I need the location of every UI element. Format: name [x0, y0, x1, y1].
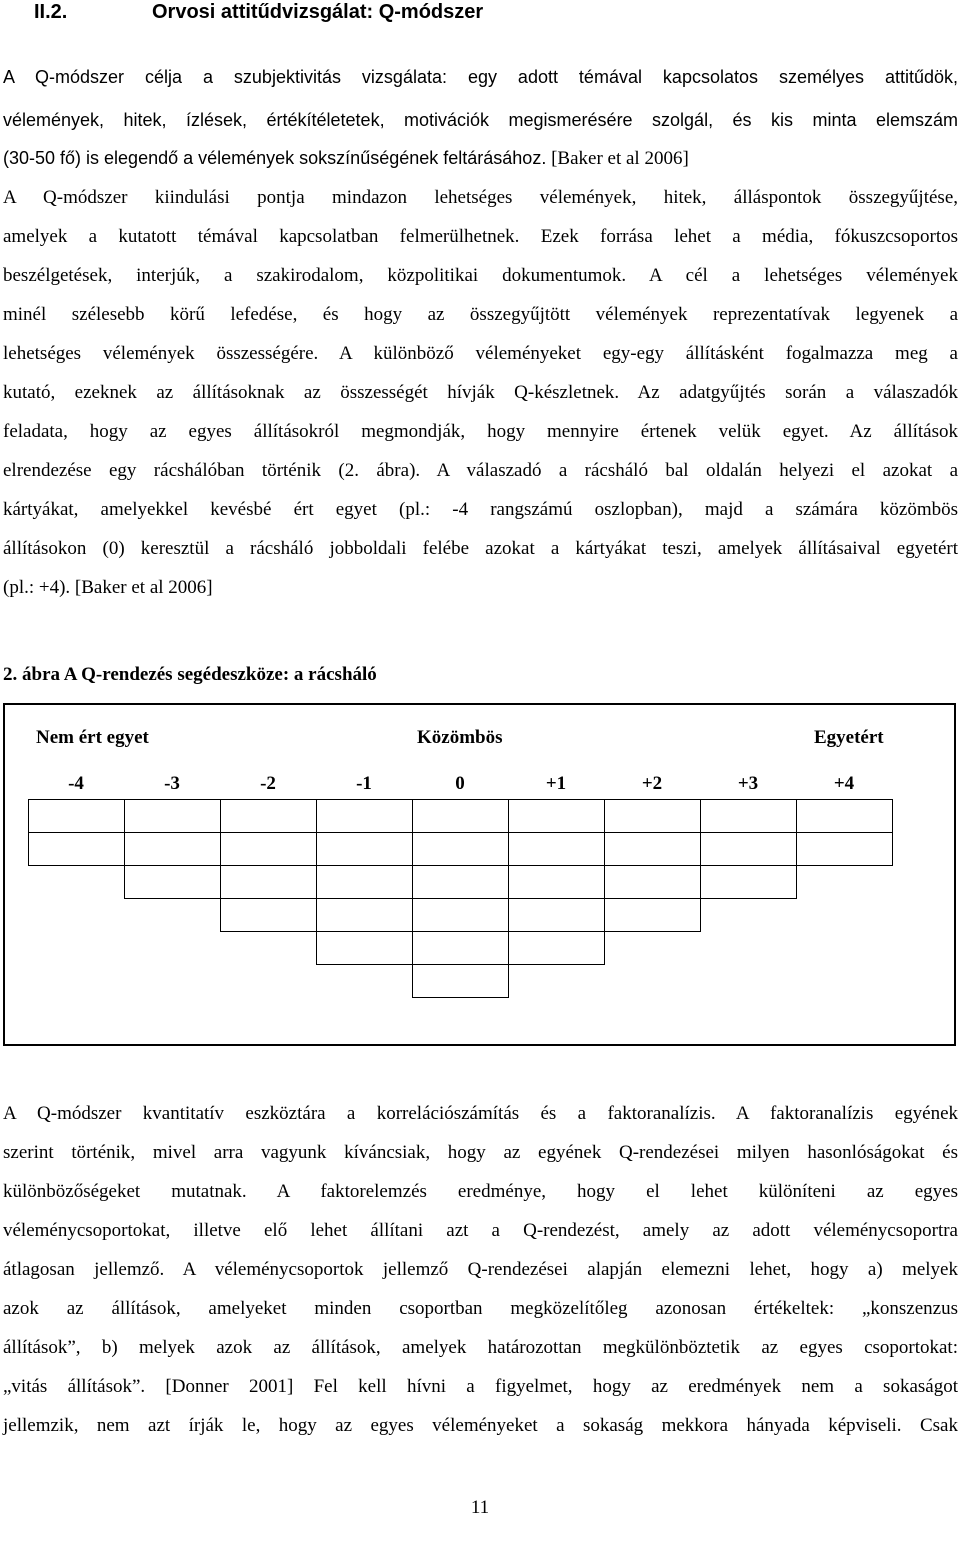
grid-cell [221, 833, 317, 866]
grid-cell [701, 866, 797, 899]
section-heading [0, 0, 960, 26]
grid-cell [701, 800, 797, 833]
grid-cell [317, 866, 413, 899]
column-score: -2 [260, 773, 276, 794]
text-line: elrendezése egy rácshálóban történik (2. ábra). A válaszadó a rácsháló bal oldalán helyezi el azokat a [3, 460, 958, 481]
grid-cell [413, 899, 509, 932]
grid-cell [509, 866, 605, 899]
grid-cell [413, 866, 509, 899]
grid-cell [509, 899, 605, 932]
label-disagree: Nem ért egyet [36, 727, 149, 748]
grid-cell [317, 899, 413, 932]
grid-cell [413, 965, 509, 998]
section-title: Orvosi attitűdvizsgálat: Q-módszer [152, 1, 484, 23]
grid-cell [797, 833, 893, 866]
text-line: állítások”, b) melyek azok az állítások, amelyek határozottan megkülönböztetik az egyes csoportokat: [3, 1337, 958, 1358]
grid-cell [29, 833, 125, 866]
column-score: -4 [68, 773, 84, 794]
text-line: kártyákat, amelyekkel kevésbé ért egyet (pl.: -4 rangszámú oszlopban), majd a számára közömbös [3, 499, 958, 520]
text-line: „vitás állítások”. [Donner 2001] Fel kell hívni a figyelmet, hogy az eredmények nem a sokaságot [3, 1376, 958, 1397]
q-sort-grid [5, 705, 954, 1044]
text-line: A Q-módszer kvantitatív eszköztára a korrelációszámítás és a faktoranalízis. A faktoranalízis egyének [3, 1103, 958, 1124]
column-score: +2 [641, 773, 663, 794]
column-score: +1 [545, 773, 567, 794]
text-line: beszélgetések, interjúk, a szakirodalom, közpolitikai dokumentumok. A cél a lehetséges vélemények [3, 265, 958, 286]
grid-cell [221, 866, 317, 899]
column-score: 0 [455, 773, 465, 794]
text-line [3, 148, 689, 170]
text-line: amelyek a kutatott témával kapcsolatban felmerülhetnek. Ezek forrása lehet a média, fókuszcsoportos [3, 226, 958, 247]
text-line: állításokon (0) keresztül a rácsháló jobboldali felébe azokat a kártyákat teszi, amelyek állításaival egyetért [3, 538, 958, 559]
citation: [Baker et al 2006] [546, 148, 689, 169]
text-line: feladata, hogy az egyes állításokról megmondják, hogy mennyire értenek velük egyet. Az állítások [3, 421, 958, 442]
q-sort-grid-figure [3, 703, 956, 1046]
grid-cell [125, 833, 221, 866]
column-score: +3 [737, 773, 759, 794]
column-score: -1 [356, 773, 372, 794]
grid-cell [605, 899, 701, 932]
grid-cell [509, 833, 605, 866]
grid-cell [701, 833, 797, 866]
grid-cell [605, 833, 701, 866]
grid-cell [509, 800, 605, 833]
grid-cell [413, 800, 509, 833]
label-agree: Egyetért [814, 727, 884, 748]
grid-cell [317, 833, 413, 866]
text-line: minél szélesebb körű lefedése, és hogy az összegyűjtött vélemények reprezentatívak legyenek a [3, 304, 958, 325]
grid-cell [797, 800, 893, 833]
text-line: kutató, ezeknek az állításoknak az összességét hívják Q-készletnek. Az adatgyűjtés során a válaszadók [3, 382, 958, 403]
figure-caption: 2. ábra A Q-rendezés segédeszköze: a rácsháló [3, 664, 377, 685]
text-line: A Q-módszer célja a szubjektivitás vizsgálata: egy adott témával kapcsolatos személyes attitűdök, [3, 67, 958, 87]
grid-cell [221, 800, 317, 833]
grid-cell [125, 866, 221, 899]
text-line: szerint történik, mivel arra vagyunk kíváncsiak, hogy az egyének Q-rendezései milyen hasonlóságokat és [3, 1142, 958, 1163]
grid-cell [413, 932, 509, 965]
grid-cell [317, 800, 413, 833]
grid-cell [221, 899, 317, 932]
grid-cell [413, 833, 509, 866]
text-line: (pl.: +4). [Baker et al 2006] [3, 577, 213, 598]
text-line: A Q-módszer kiindulási pontja mindazon lehetséges vélemények, hitek, álláspontok összegyűjtése, [3, 187, 958, 208]
text-line: véleménycsoportokat, illetve elő lehet állítani azt a Q-rendezést, amely az adott véleménycsoportra [3, 1220, 958, 1241]
column-score: -3 [164, 773, 180, 794]
text-line: azok az állítások, amelyeket minden csoportban megközelítőleg azonosan értékeltek: „konszenzus [3, 1298, 958, 1319]
grid-cell [125, 800, 221, 833]
text-line: vélemények, hitek, ízlések, értékítéletetek, motivációk megismerésére szolgál, és kis minta elemszám [3, 110, 958, 130]
grid-cell [605, 866, 701, 899]
page-number: 11 [470, 1497, 490, 1518]
section-number: II.2. [34, 1, 68, 23]
text-line: különbözőségeket mutatnak. A faktorelemzés eredménye, hogy el lehet különíteni az egyes [3, 1181, 958, 1202]
grid-cell [509, 932, 605, 965]
text-line: jellemzik, nem azt írják le, hogy az egyes véleményeket a sokaság mekkora hányada képviseli. Csak [3, 1415, 958, 1436]
column-score: +4 [833, 773, 855, 794]
text-span: (30-50 fő) is elegendő a vélemények sokszínűségének feltárásához. [3, 148, 547, 168]
label-neutral: Közömbös [417, 727, 503, 748]
grid-cell [605, 800, 701, 833]
text-line: lehetséges vélemények összességére. A különböző véleményeket egy-egy állításként fogalmazza meg a [3, 343, 958, 364]
grid-cell [29, 800, 125, 833]
grid-cell [317, 932, 413, 965]
text-line: átlagosan jellemző. A véleménycsoportok jellemző Q-rendezései alapján elemezni lehet, hogy a) melyek [3, 1259, 958, 1280]
